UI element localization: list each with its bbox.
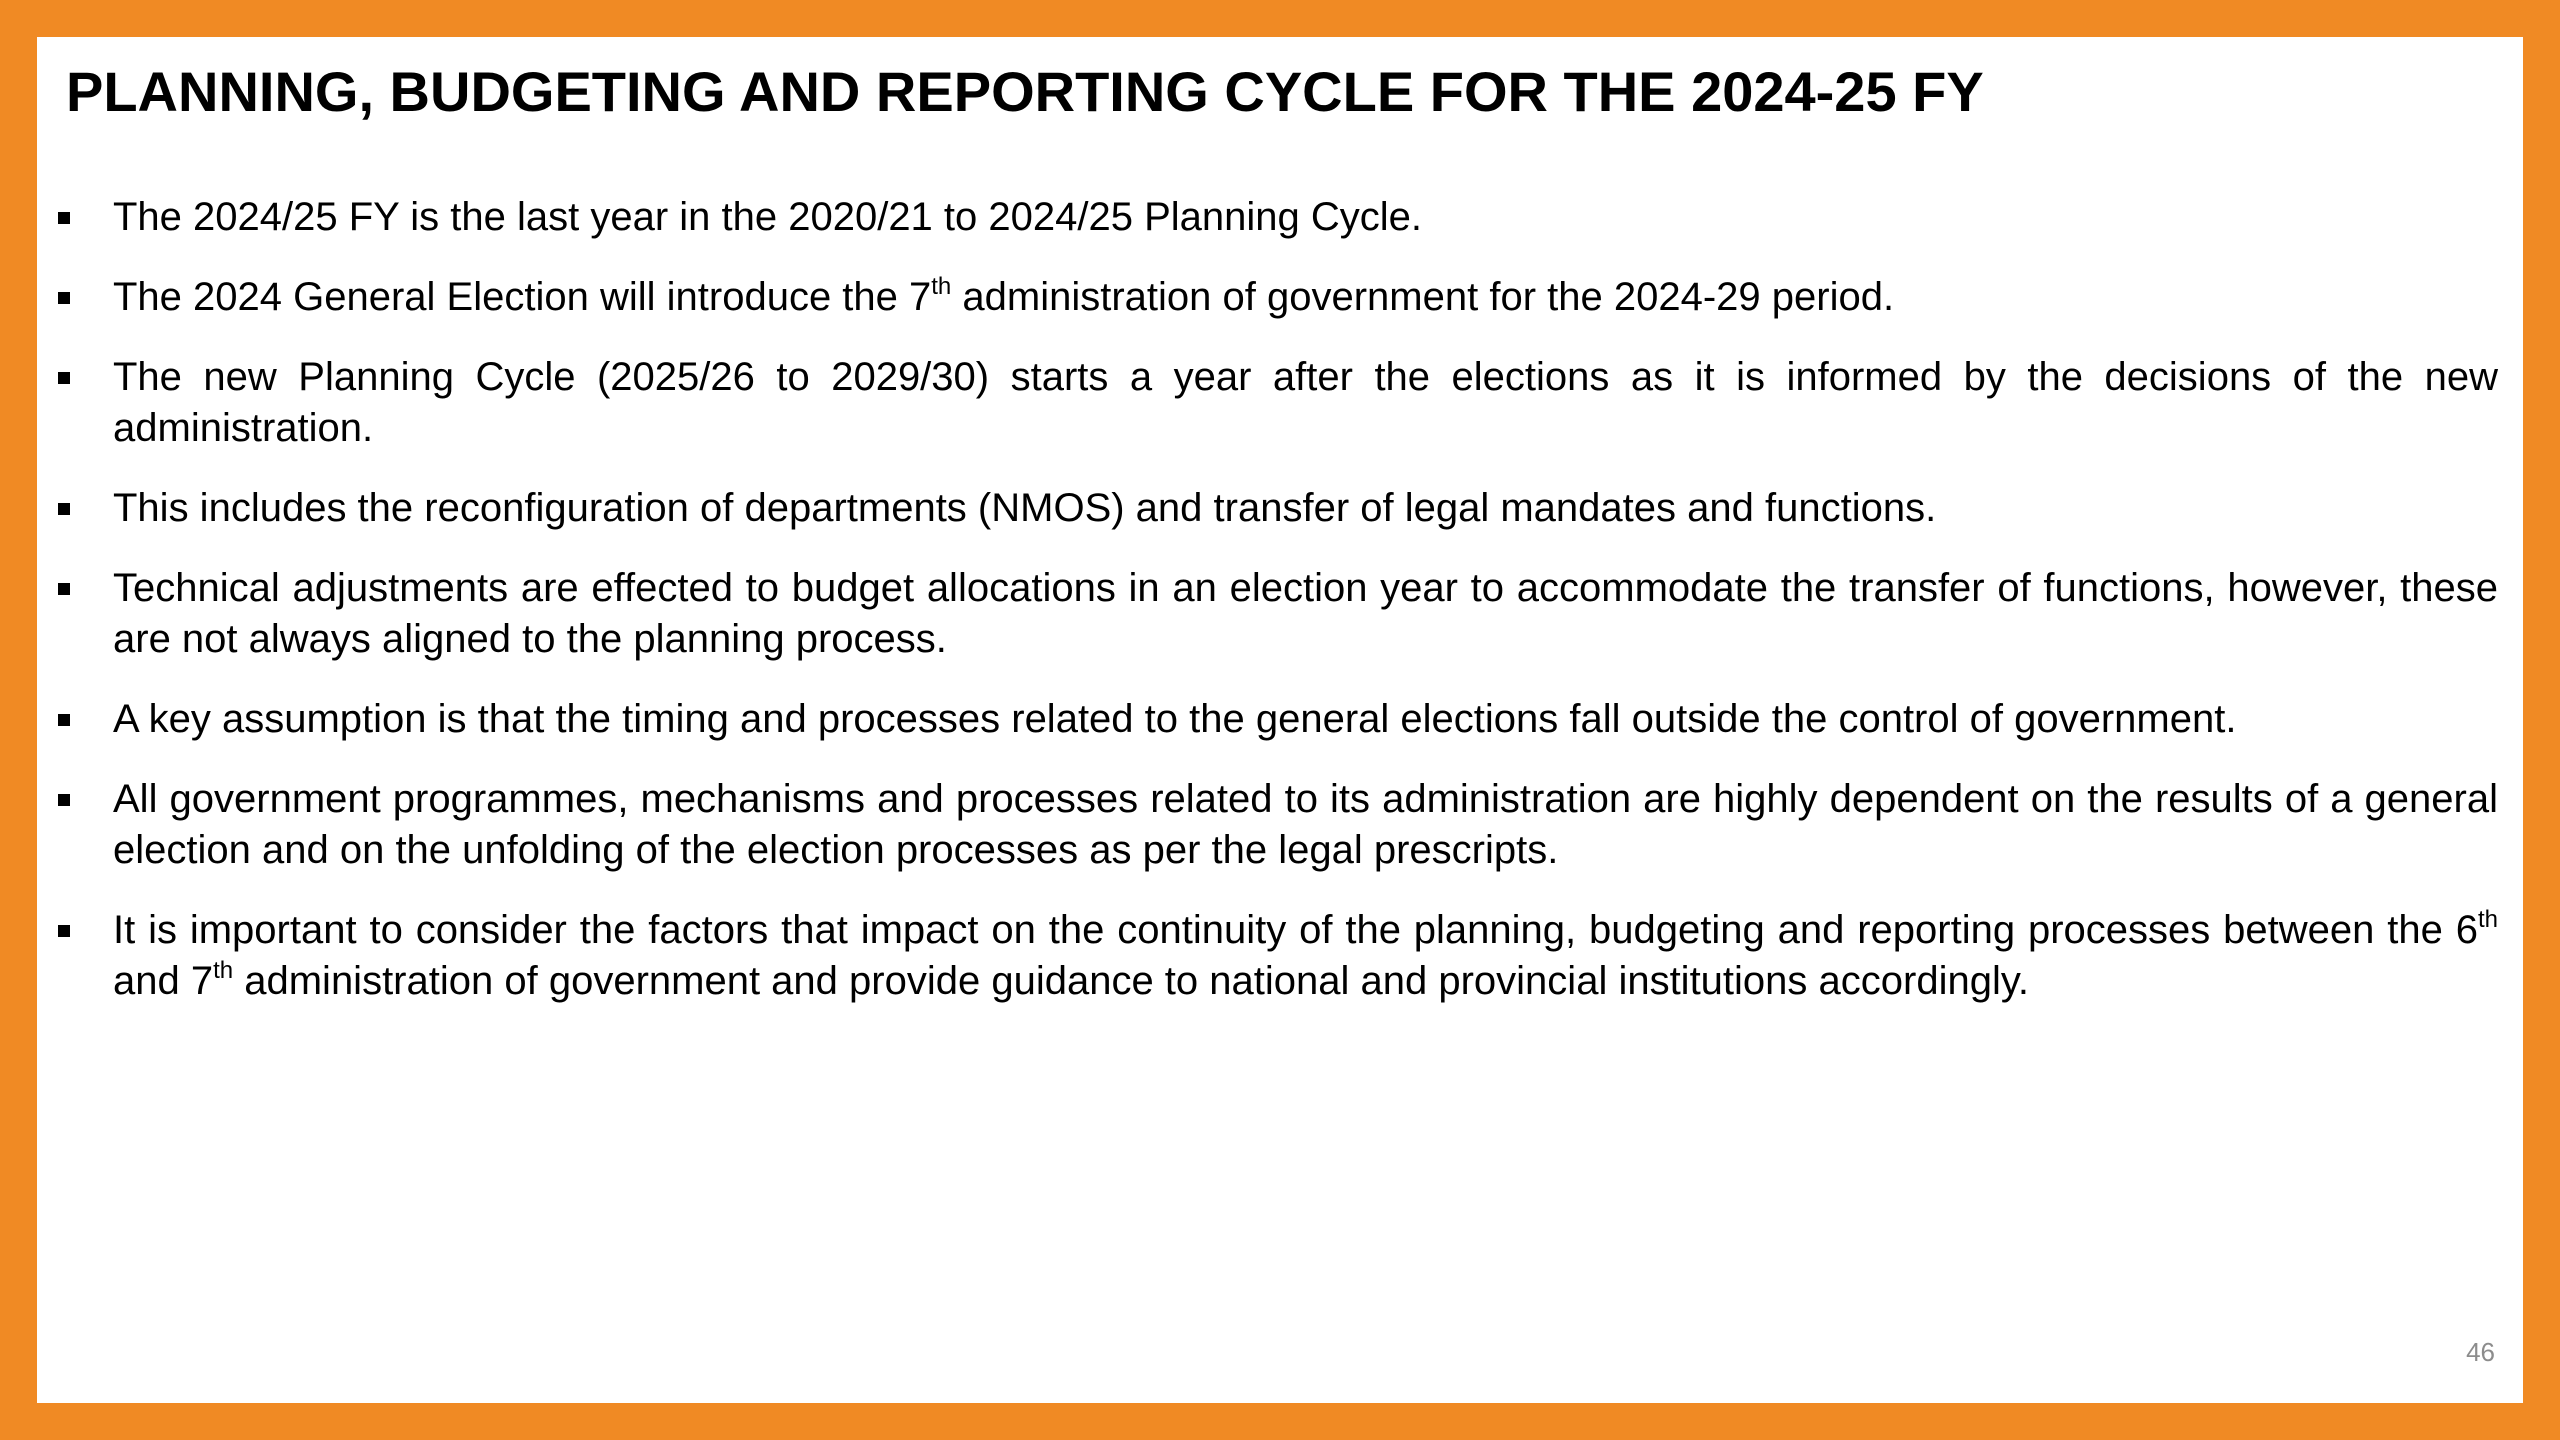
bullet-item: [58, 905, 2498, 1007]
bullet-text: administration of government for the 2024-29 period.: [951, 275, 1895, 319]
bullet-text: This includes the reconfiguration of departments (NMOS) and transfer of legal mandates and functions.: [113, 486, 1937, 530]
page-number: 46: [2466, 1337, 2495, 1367]
bullet-text: It is important to consider the factors that impact on the continuity of the planning, budgeting and reporting processes between the 6: [113, 908, 2478, 952]
bullet-text: A key assumption is that the timing and processes related to the general elections fall outside the control of government.: [113, 697, 2237, 741]
bullet-text: The new Planning Cycle (2025/26 to 2029/30) starts a year after the elections as it is informed by the decisions of the new administration.: [113, 355, 2498, 450]
square-bullet-icon: [58, 292, 70, 304]
bullet-text: administration of government and provide guidance to national and provincial institutions accordingly.: [233, 959, 2030, 1003]
bullet-list: [58, 192, 2498, 1036]
square-bullet-icon: [58, 794, 70, 806]
bullet-text: The 2024 General Election will introduce the 7: [113, 275, 932, 319]
bullet-item: [58, 352, 2498, 454]
bullet-item: [58, 483, 2498, 534]
superscript: th: [213, 957, 234, 984]
bullet-item: [58, 774, 2498, 876]
square-bullet-icon: [58, 212, 70, 224]
square-bullet-icon: [58, 583, 70, 595]
bullet-text: The 2024/25 FY is the last year in the 2020/21 to 2024/25 Planning Cycle.: [113, 195, 1423, 239]
square-bullet-icon: [58, 503, 70, 515]
square-bullet-icon: [58, 372, 70, 384]
bullet-item: [58, 192, 2498, 243]
bullet-item: [58, 272, 2498, 323]
bullet-text: Technical adjustments are effected to budget allocations in an election year to accommodate the transfer of functions, however, these are not always aligned to the planning process.: [113, 566, 2498, 661]
square-bullet-icon: [58, 925, 70, 937]
bullet-item: [58, 694, 2498, 745]
bullet-text: All government programmes, mechanisms and processes related to its administration are highly dependent on the results of a general election and on the unfolding of the election processes as per the legal prescripts.: [113, 777, 2498, 872]
superscript: th: [931, 273, 952, 300]
slide: [37, 37, 2523, 1403]
bullet-text: and 7: [113, 959, 214, 1003]
bullet-item: [58, 563, 2498, 665]
superscript: th: [2477, 906, 2498, 933]
square-bullet-icon: [58, 714, 70, 726]
slide-title: PLANNING, BUDGETING AND REPORTING CYCLE FOR THE 2024-25 FY: [66, 60, 1984, 123]
